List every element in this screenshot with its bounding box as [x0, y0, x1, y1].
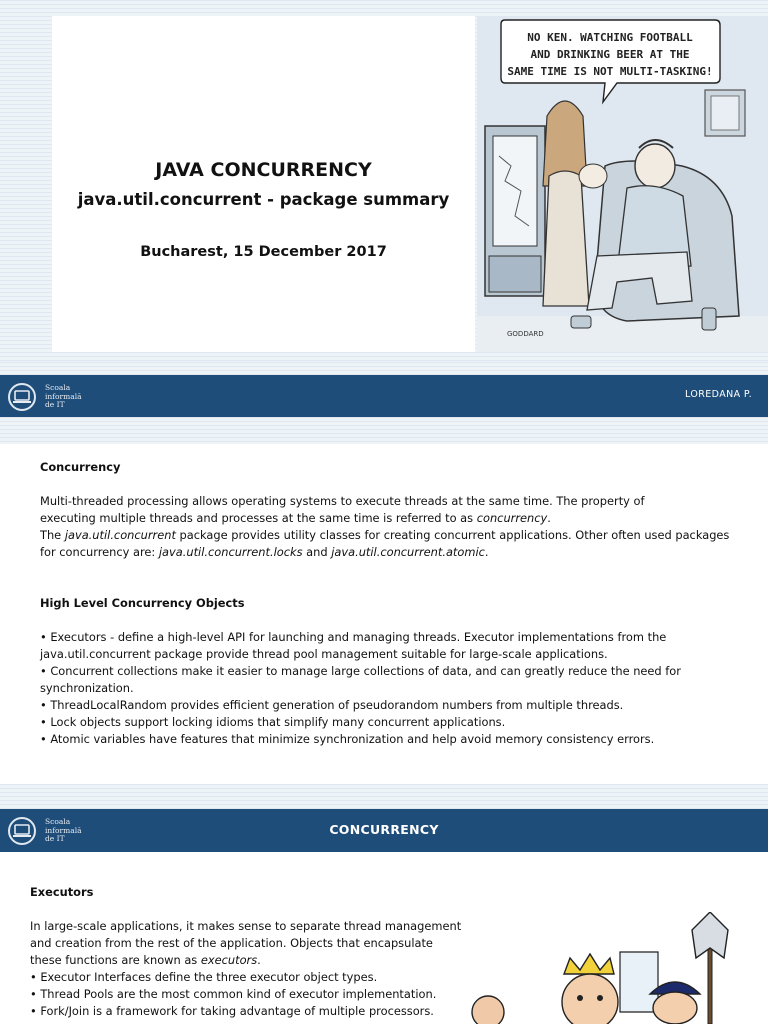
svg-text:SAME TIME IS NOT MULTI-TASKING: SAME TIME IS NOT MULTI-TASKING! [507, 65, 713, 78]
cartoon-illustration [477, 16, 768, 352]
executors-section [30, 884, 470, 1020]
text-span: these functions are known as [30, 953, 201, 967]
cartoon-image [477, 16, 768, 352]
text-span: package provides utility classes for creating concurrent applications. Other often used packages [175, 528, 730, 542]
laptop-icon [8, 383, 36, 411]
italic-term: java.util.concurrent.atomic [331, 545, 485, 559]
text-span: executing multiple threads and processes at the same time is referred to as [40, 511, 477, 525]
paragraph-line [30, 952, 470, 969]
svg-text:GODDARD: GODDARD [507, 330, 544, 338]
logo-line: informală [45, 391, 82, 401]
concurrency-slide [0, 444, 768, 784]
executors-slide [0, 852, 768, 1024]
italic-term: java.util.concurrent.locks [158, 545, 303, 559]
paragraph-line: and creation from the rest of the application. Objects that encapsulate [30, 936, 433, 950]
bullet-line: • Executor Interfaces define the three executor object types. [30, 970, 378, 984]
bullet-line: • ThreadLocalRandom provides efficient generation of pseudorandom numbers from multiple threads. [40, 698, 624, 712]
laptop-icon-svg [13, 390, 31, 404]
logo-text [45, 384, 82, 410]
italic-term: concurrency [476, 511, 548, 525]
slide-header-banner [0, 375, 768, 417]
bullet-line: • Concurrent collections make it easier to manage large collections of data, and can greatly reduce the need for [40, 664, 681, 678]
bullet-line: • Fork/Join is a framework for taking advantage of multiple processors. [30, 1004, 434, 1018]
slide-header-banner [0, 809, 768, 852]
presentation-subtitle: java.util.concurrent - package summary [77, 190, 450, 209]
section-heading: Executors [30, 885, 94, 899]
bullet-line: java.util.concurrent package provide thread pool management suitable for large-scale applications. [40, 647, 608, 661]
text-span: for concurrency are: [40, 545, 159, 559]
text-span: . [257, 953, 261, 967]
section-heading: Concurrency [40, 460, 121, 474]
logo-line: Scoala [45, 383, 71, 393]
text-span: . [484, 545, 489, 559]
paragraph-line [40, 510, 760, 527]
presentation-date: Bucharest, 15 December 2017 [140, 244, 387, 260]
logo-line: de IT [45, 400, 65, 410]
cartoon-illustration [470, 912, 768, 1024]
bullet-line: • Atomic variables have features that minimize synchronization and help avoid memory consistency errors. [40, 732, 655, 746]
svg-text:NO KEN. WATCHING FOOTBALL: NO KEN. WATCHING FOOTBALL [527, 31, 693, 44]
presentation-title: JAVA CONCURRENCY [155, 159, 372, 181]
svg-text:AND DRINKING BEER AT THE: AND DRINKING BEER AT THE [530, 48, 690, 61]
section-heading: High Level Concurrency Objects [40, 596, 245, 610]
divider-strip [0, 417, 768, 444]
logo-line: Scoala [45, 817, 71, 827]
text-span: and [302, 545, 332, 559]
bullet-line: synchronization. [40, 681, 134, 695]
bullet-line: • Thread Pools are the most common kind of executor implementation. [30, 987, 437, 1001]
divider-strip [0, 784, 768, 809]
author-name: LOREDANA P. [685, 389, 752, 400]
cartoon-image [470, 912, 768, 1024]
divider-strip [0, 362, 768, 375]
paragraph-line [40, 544, 760, 561]
bullet-line: • Lock objects support locking idioms that simplify many concurrent applications. [40, 715, 506, 729]
text-span: The [40, 528, 65, 542]
italic-term: executors [200, 953, 258, 967]
title-slide [0, 0, 768, 362]
title-card [52, 16, 475, 352]
italic-term: java.util.concurrent [64, 528, 176, 542]
logo-line: de IT [45, 834, 65, 844]
bullet-line: • Executors - define a high-level API for launching and managing threads. Executor implementations from the [40, 630, 667, 644]
paragraph-line: Multi-threaded processing allows operating systems to execute threads at the same time. The property of [40, 494, 645, 508]
paragraph-line [40, 527, 760, 544]
slide-title: CONCURRENCY [329, 822, 439, 837]
text-span: . [547, 511, 551, 525]
concurrency-section [40, 459, 760, 748]
paragraph-line: In large-scale applications, it makes sense to separate thread management [30, 919, 462, 933]
school-logo [8, 383, 82, 411]
logo-line: informală [45, 825, 82, 835]
